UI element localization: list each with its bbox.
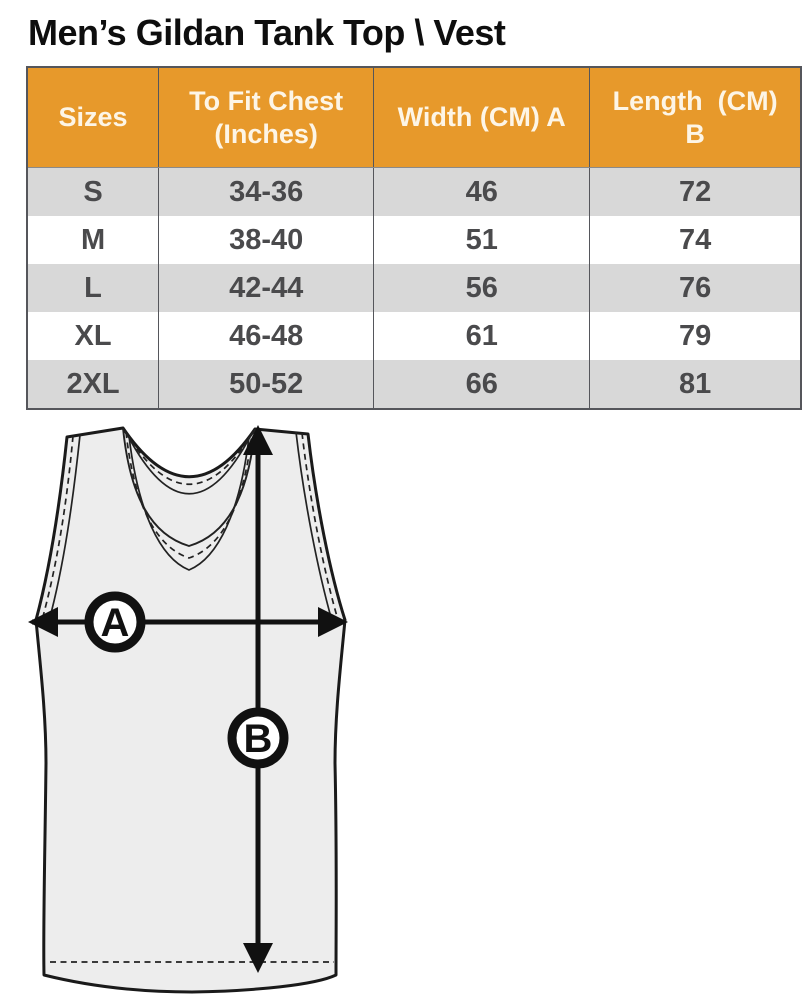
table-row	[27, 168, 801, 217]
size-cell: L	[84, 271, 102, 304]
table-row	[27, 264, 801, 312]
chest-cell: 50-52	[159, 360, 374, 409]
length-label: B	[243, 717, 273, 761]
chest-cell: 38-40	[159, 216, 374, 264]
column-header-length	[590, 67, 801, 168]
length-cell: 81	[590, 360, 801, 409]
chest-cell: 46-48	[159, 312, 374, 360]
size-chart-header	[27, 67, 801, 168]
size-cell: 2XL	[66, 367, 120, 400]
garment-outline	[36, 428, 345, 992]
header-row	[27, 67, 801, 168]
size-cell: XL	[74, 319, 112, 352]
header-line: Width (CM) A	[397, 102, 566, 133]
width-cell: 51	[374, 216, 590, 264]
width-label: A	[100, 601, 130, 645]
width-cell: 56	[374, 264, 590, 312]
header-line: To Fit Chest	[189, 85, 344, 116]
length-cell: 76	[590, 264, 801, 312]
page-title: Men’s Gildan Tank Top \ Vest	[28, 12, 506, 53]
header-line: Sizes	[58, 102, 128, 133]
size-cell: M	[80, 223, 106, 256]
length-cell: 72	[590, 168, 801, 217]
size-chart-body	[27, 168, 801, 410]
column-header-chest	[159, 67, 374, 168]
column-header-width	[374, 67, 590, 168]
length-cell: 79	[590, 312, 801, 360]
width-cell: 46	[374, 168, 590, 217]
table-row	[27, 312, 801, 360]
header-line: Length (CM)	[612, 85, 778, 116]
tank-top-illustration	[20, 413, 356, 997]
table-row	[27, 216, 801, 264]
width-cell: 61	[374, 312, 590, 360]
header-line: B	[685, 118, 705, 149]
width-cell: 66	[374, 360, 590, 409]
chest-cell: 34-36	[159, 168, 374, 217]
length-cell: 74	[590, 216, 801, 264]
chest-cell: 42-44	[159, 264, 374, 312]
header-line: (Inches)	[214, 118, 318, 149]
tank-top-diagram	[20, 413, 356, 997]
column-header-sizes	[27, 67, 159, 168]
size-cell: S	[83, 175, 103, 208]
table-row	[27, 360, 801, 409]
size-chart-table	[26, 66, 802, 410]
